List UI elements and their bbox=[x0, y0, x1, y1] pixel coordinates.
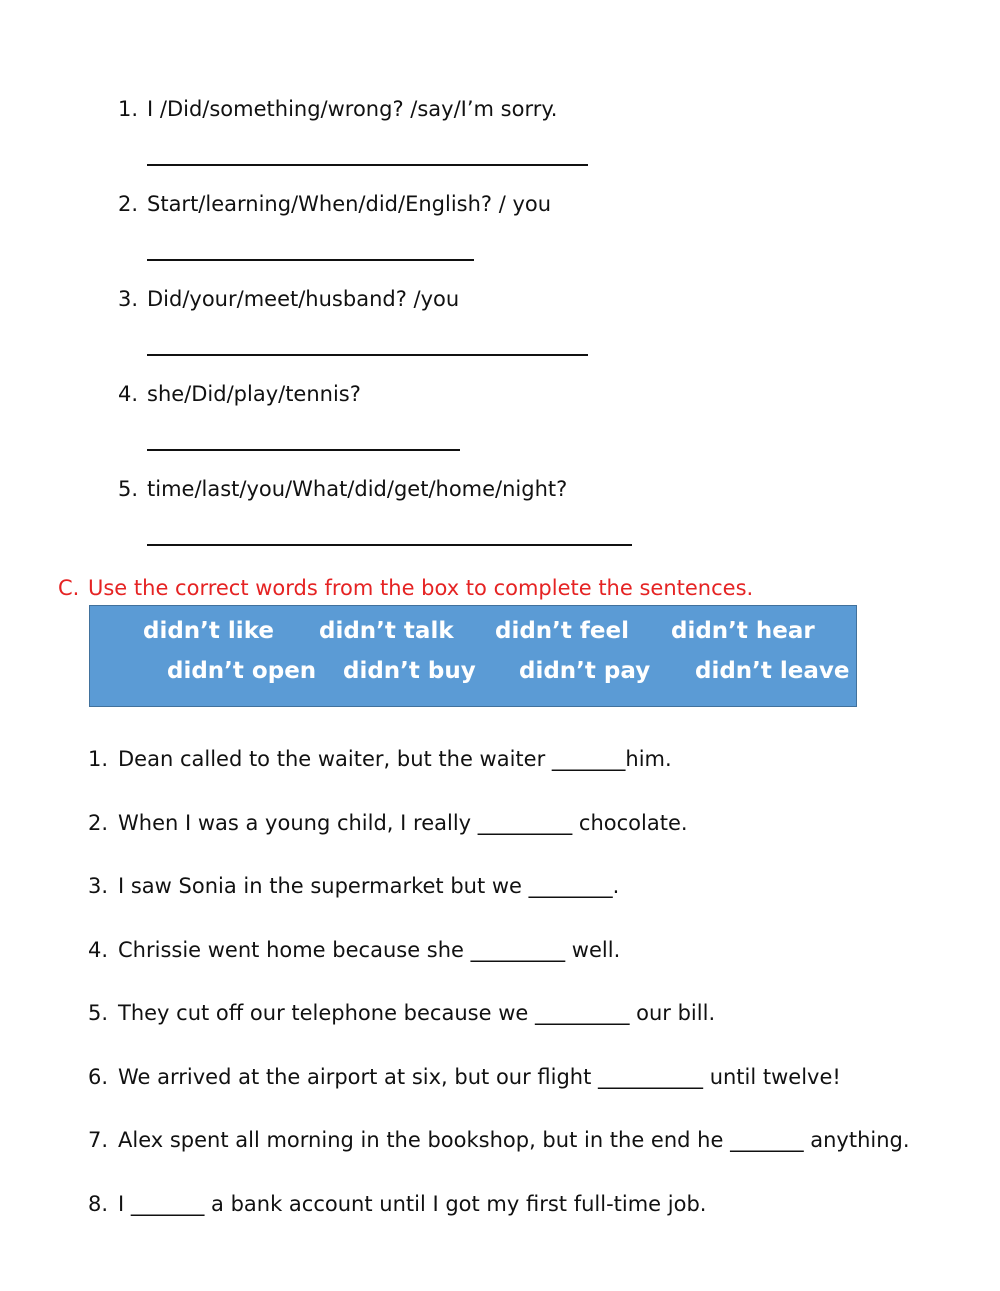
answer-line[interactable] bbox=[147, 164, 588, 166]
word-option[interactable]: didn’t hear bbox=[671, 618, 815, 644]
answer-line[interactable] bbox=[147, 259, 474, 261]
word-option[interactable]: didn’t talk bbox=[319, 618, 454, 644]
word-option[interactable]: didn’t feel bbox=[495, 618, 630, 644]
question-number: 5. bbox=[118, 477, 139, 501]
reorder-question bbox=[118, 187, 718, 282]
answer-line[interactable] bbox=[147, 354, 588, 356]
reorder-question bbox=[118, 282, 718, 377]
sentence-number: 8. bbox=[88, 1191, 109, 1216]
fill-in-sentence[interactable] bbox=[88, 1187, 968, 1251]
word-box bbox=[89, 605, 857, 707]
question-number: 4. bbox=[118, 382, 139, 406]
sentence-number: 4. bbox=[88, 937, 109, 962]
fill-in-sentence[interactable] bbox=[88, 1060, 968, 1124]
question-number: 2. bbox=[118, 192, 139, 216]
question-text: Did/your/meet/husband? /you bbox=[147, 287, 460, 311]
fill-in-sentence[interactable] bbox=[88, 742, 968, 806]
word-option[interactable]: didn’t leave bbox=[695, 658, 850, 684]
question-text: time/last/you/What/did/get/home/night? bbox=[147, 477, 568, 501]
question-text: Start/learning/When/did/English? / you bbox=[147, 192, 552, 216]
word-option[interactable]: didn’t open bbox=[167, 658, 317, 684]
sentence-number: 3. bbox=[88, 874, 109, 898]
sentence-text: We arrived at the airport at six, but our flight __________ until twelve! bbox=[118, 1064, 841, 1089]
section-instruction: Use the correct words from the box to complete the sentences. bbox=[88, 576, 754, 600]
sentence-text: They cut off our telephone because we _________ our bill. bbox=[118, 1001, 716, 1025]
fill-in-sentence-list bbox=[88, 742, 968, 1250]
sentence-text: I _______ a bank account until I got my first full-time job. bbox=[118, 1191, 707, 1216]
question-text: she/Did/play/tennis? bbox=[147, 382, 361, 406]
reorder-question bbox=[118, 472, 718, 567]
sentence-number: 5. bbox=[88, 1001, 109, 1025]
fill-in-sentence[interactable] bbox=[88, 806, 968, 870]
question-number: 3. bbox=[118, 287, 139, 311]
word-option[interactable]: didn’t buy bbox=[343, 658, 476, 684]
sentence-number: 7. bbox=[88, 1128, 109, 1152]
answer-line[interactable] bbox=[147, 544, 632, 546]
sentence-text: Dean called to the waiter, but the waiter _______him. bbox=[118, 747, 672, 771]
fill-in-sentence[interactable] bbox=[88, 933, 968, 997]
sentence-text: I saw Sonia in the supermarket but we ________. bbox=[118, 874, 620, 898]
answer-line[interactable] bbox=[147, 449, 460, 451]
sentence-number: 2. bbox=[88, 810, 109, 835]
reorder-question bbox=[118, 92, 718, 187]
question-text: I /Did/something/wrong? /say/I’m sorry. bbox=[147, 97, 558, 121]
sentence-number: 6. bbox=[88, 1064, 109, 1089]
sentence-text: When I was a young child, I really _________ chocolate. bbox=[118, 810, 688, 835]
sentence-text: Chrissie went home because she _________ well. bbox=[118, 937, 621, 962]
word-option[interactable]: didn’t like bbox=[143, 618, 274, 644]
fill-in-sentence[interactable] bbox=[88, 869, 968, 933]
question-number: 1. bbox=[118, 97, 139, 121]
sentence-text: Alex spent all morning in the bookshop, but in the end he _______ anything. bbox=[118, 1128, 910, 1152]
reorder-question-list bbox=[118, 92, 718, 567]
fill-in-sentence[interactable] bbox=[88, 996, 968, 1060]
fill-in-sentence[interactable] bbox=[88, 1123, 968, 1187]
section-letter: C. bbox=[58, 576, 80, 600]
section-c-heading bbox=[58, 571, 753, 605]
sentence-number: 1. bbox=[88, 747, 109, 771]
word-option[interactable]: didn’t pay bbox=[519, 658, 651, 684]
reorder-question bbox=[118, 377, 718, 472]
